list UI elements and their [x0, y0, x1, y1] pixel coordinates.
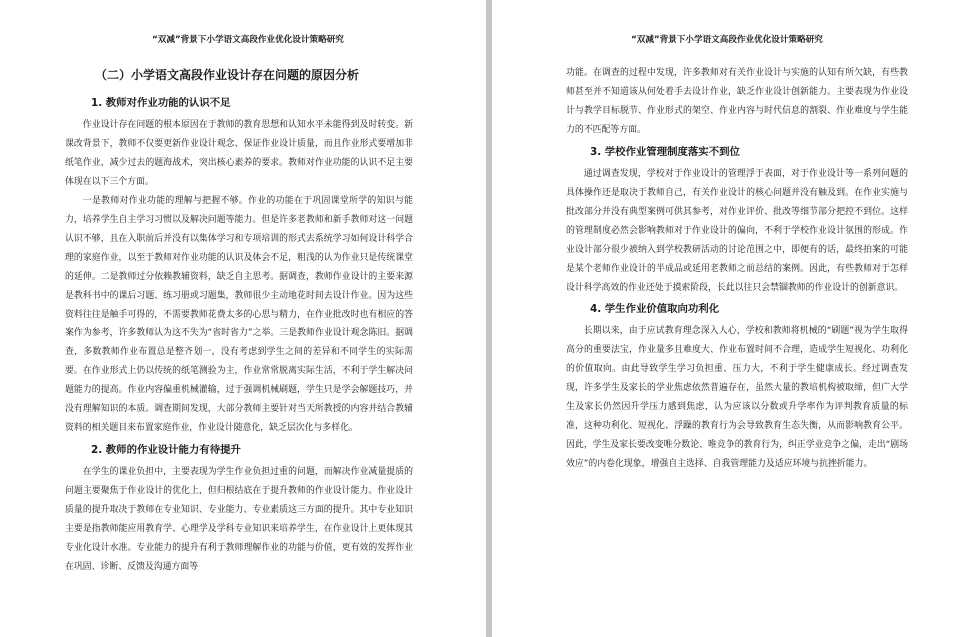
- running-header: “双减”背景下小学语文高段作业优化设计策略研究: [152, 35, 344, 45]
- subsection-title-3: 3. 学校作业管理制度落实不到位: [590, 145, 740, 158]
- page-content: [65, 64, 413, 577]
- body-paragraph: 长期以来，由于应试教育理念深入人心，学校和教师将机械的“刷题”视为学生取得高分的重要法宝，作业量多且难度大、作业布置时间不合理，造成学生短视化、功利化的价值取向。由此导致学生学习负担重、压力大，不利于学生健康成长。经过调查发现，许多学生及家长的学业焦虑依然普遍存在，虽然大量的教培机构被取缔，但广大学生及家长仍然因升学压力感到焦虑，认为应该以分数或升学率作为评判教育质量的标准，这种功利化、短视化、浮躁的教育行为会导致教育生态失衡，从而影响教育公平。因此，学生及家长要改变唯分数论、唯竞争的教育行为，纠正学业竞争之偏，走出“剧场效应”的内卷化现象，增强自主选择、自我管理能力及适应环境与抗挫折能力。: [566, 326, 908, 470]
- document-page-right: [492, 0, 967, 637]
- page-content: [566, 64, 908, 474]
- section-title: （二）小学语文高段作业设计存在问题的原因分析: [95, 68, 360, 82]
- body-paragraph: 在学生的课业负担中，主要表现为学生作业负担过重的问题，而解决作业减量提质的问题主要聚焦于作业设计的优化上，但归根结底在于提升教师的作业设计能力。作业设计质量的提升取决于教师在专业知识、专业能力、专业素质这三方面的提升。其中专业知识主要是指教师能应用教育学、心理学及学科专业知识来培养学生，在作业设计上更体现其专业化设计水准。专业能力的提升有利于教师理解作业的功能与价值，更有效的发挥作业在巩固、诊断、反馈及沟通方面等: [65, 467, 413, 572]
- body-paragraph: 一是教师对作业功能的理解与把握不够。作业的功能在于巩固课堂所学的知识与能力，培养学生自主学习习惯以及解决问题等能力。但是许多老教师和新手教师对这一问题认识不够，且在入职前后并没有以集体学习和专项培训的形式去系统学习如何设计科学合理的家庭作业，以至于教师对作业功能的认识及体会不足，粗浅的认为作业只是传统课堂的延伸。二是教师过分依赖教辅资料，缺乏自主思考。据调查，教师作业设计的主要来源是教科书中的课后习题、练习册或习题集，教师很少主动地花时间去设计作业。因为这些资料往往是触手可得的，不需要教师花费太多的心思与精力，在作业批改时也有相应的答案作为参考，许多教师认为这不失为“省时省力”之举。三是教师作业设计观念陈旧。据调查，多数教师作业布置总是整齐划一，没有考虑到学生之间的差异和不同学生的实际需要。在作业形式上仍以传统的纸笔测验为主，作业常常脱离实际生活，不利于学生解决问题能力的提高。作业内容偏重机械灌输，过于强调机械刷题，学生只是学会解题技巧，并没有理解知识的本质。调查期间发现，大部分教师主要针对当天所教授的内容并结合教辅资料的相关题目来布置家庭作业，作业设计随意化，缺乏层次化与多样化。: [65, 195, 413, 434]
- body-paragraph: 作业设计存在问题的根本原因在于教师的教育思想和认知水平未能得到及时转变。新课改背景下，教师不仅要更新作业设计观念、保证作业设计质量，而且作业形式要增加非纸笔作业，减少过去的题海战术，突出核心素养的要求。教师对作业功能的认识不足主要体现在以下三个方面。: [65, 120, 413, 187]
- running-header: “双减”背景下小学语文高段作业优化设计策略研究: [631, 35, 823, 45]
- subsection-title-1: 1. 教师对作业功能的认识不足: [91, 97, 231, 109]
- subsection-title-4: 4. 学生作业价值取向功利化: [590, 303, 720, 316]
- body-paragraph: 功能。在调查的过程中发现，许多教师对有关作业设计与实施的认知有所欠缺，有些教师甚至并不知道该从何处着手去设计作业，缺乏作业设计创新能力。主要表现为作业设计与教学目标脱节、作业形式的架空、作业内容与时代信息的割裂、作业难度与学生能力的不匹配等方面。: [566, 68, 908, 135]
- subsection-title-2: 2. 教师的作业设计能力有待提升: [91, 444, 241, 457]
- body-paragraph: 通过调查发现，学校对于作业设计的管理浮于表面，对于作业设计等一系列问题的具体操作还是取决于教师自己，有关作业设计的核心问题并没有触及到。在作业实施与批改部分并没有典型案例可供其参考，对作业评价、批改等细节部分把控不到位。这样的管理制度必然会影响教师对于作业设计的偏向，不利于学校作业设计氛围的形成。作业设计部分很少被纳入到学校教研活动的讨论范围之中，即便有的话，最终拍案的可能是某个老师作业设计的半成品或延用老教师之前总结的案例。因此，有些教师对于怎样设计科学高效的作业还处于摸索阶段，长此以往只会禁锢教师的作业设计的创新意识。: [566, 168, 908, 293]
